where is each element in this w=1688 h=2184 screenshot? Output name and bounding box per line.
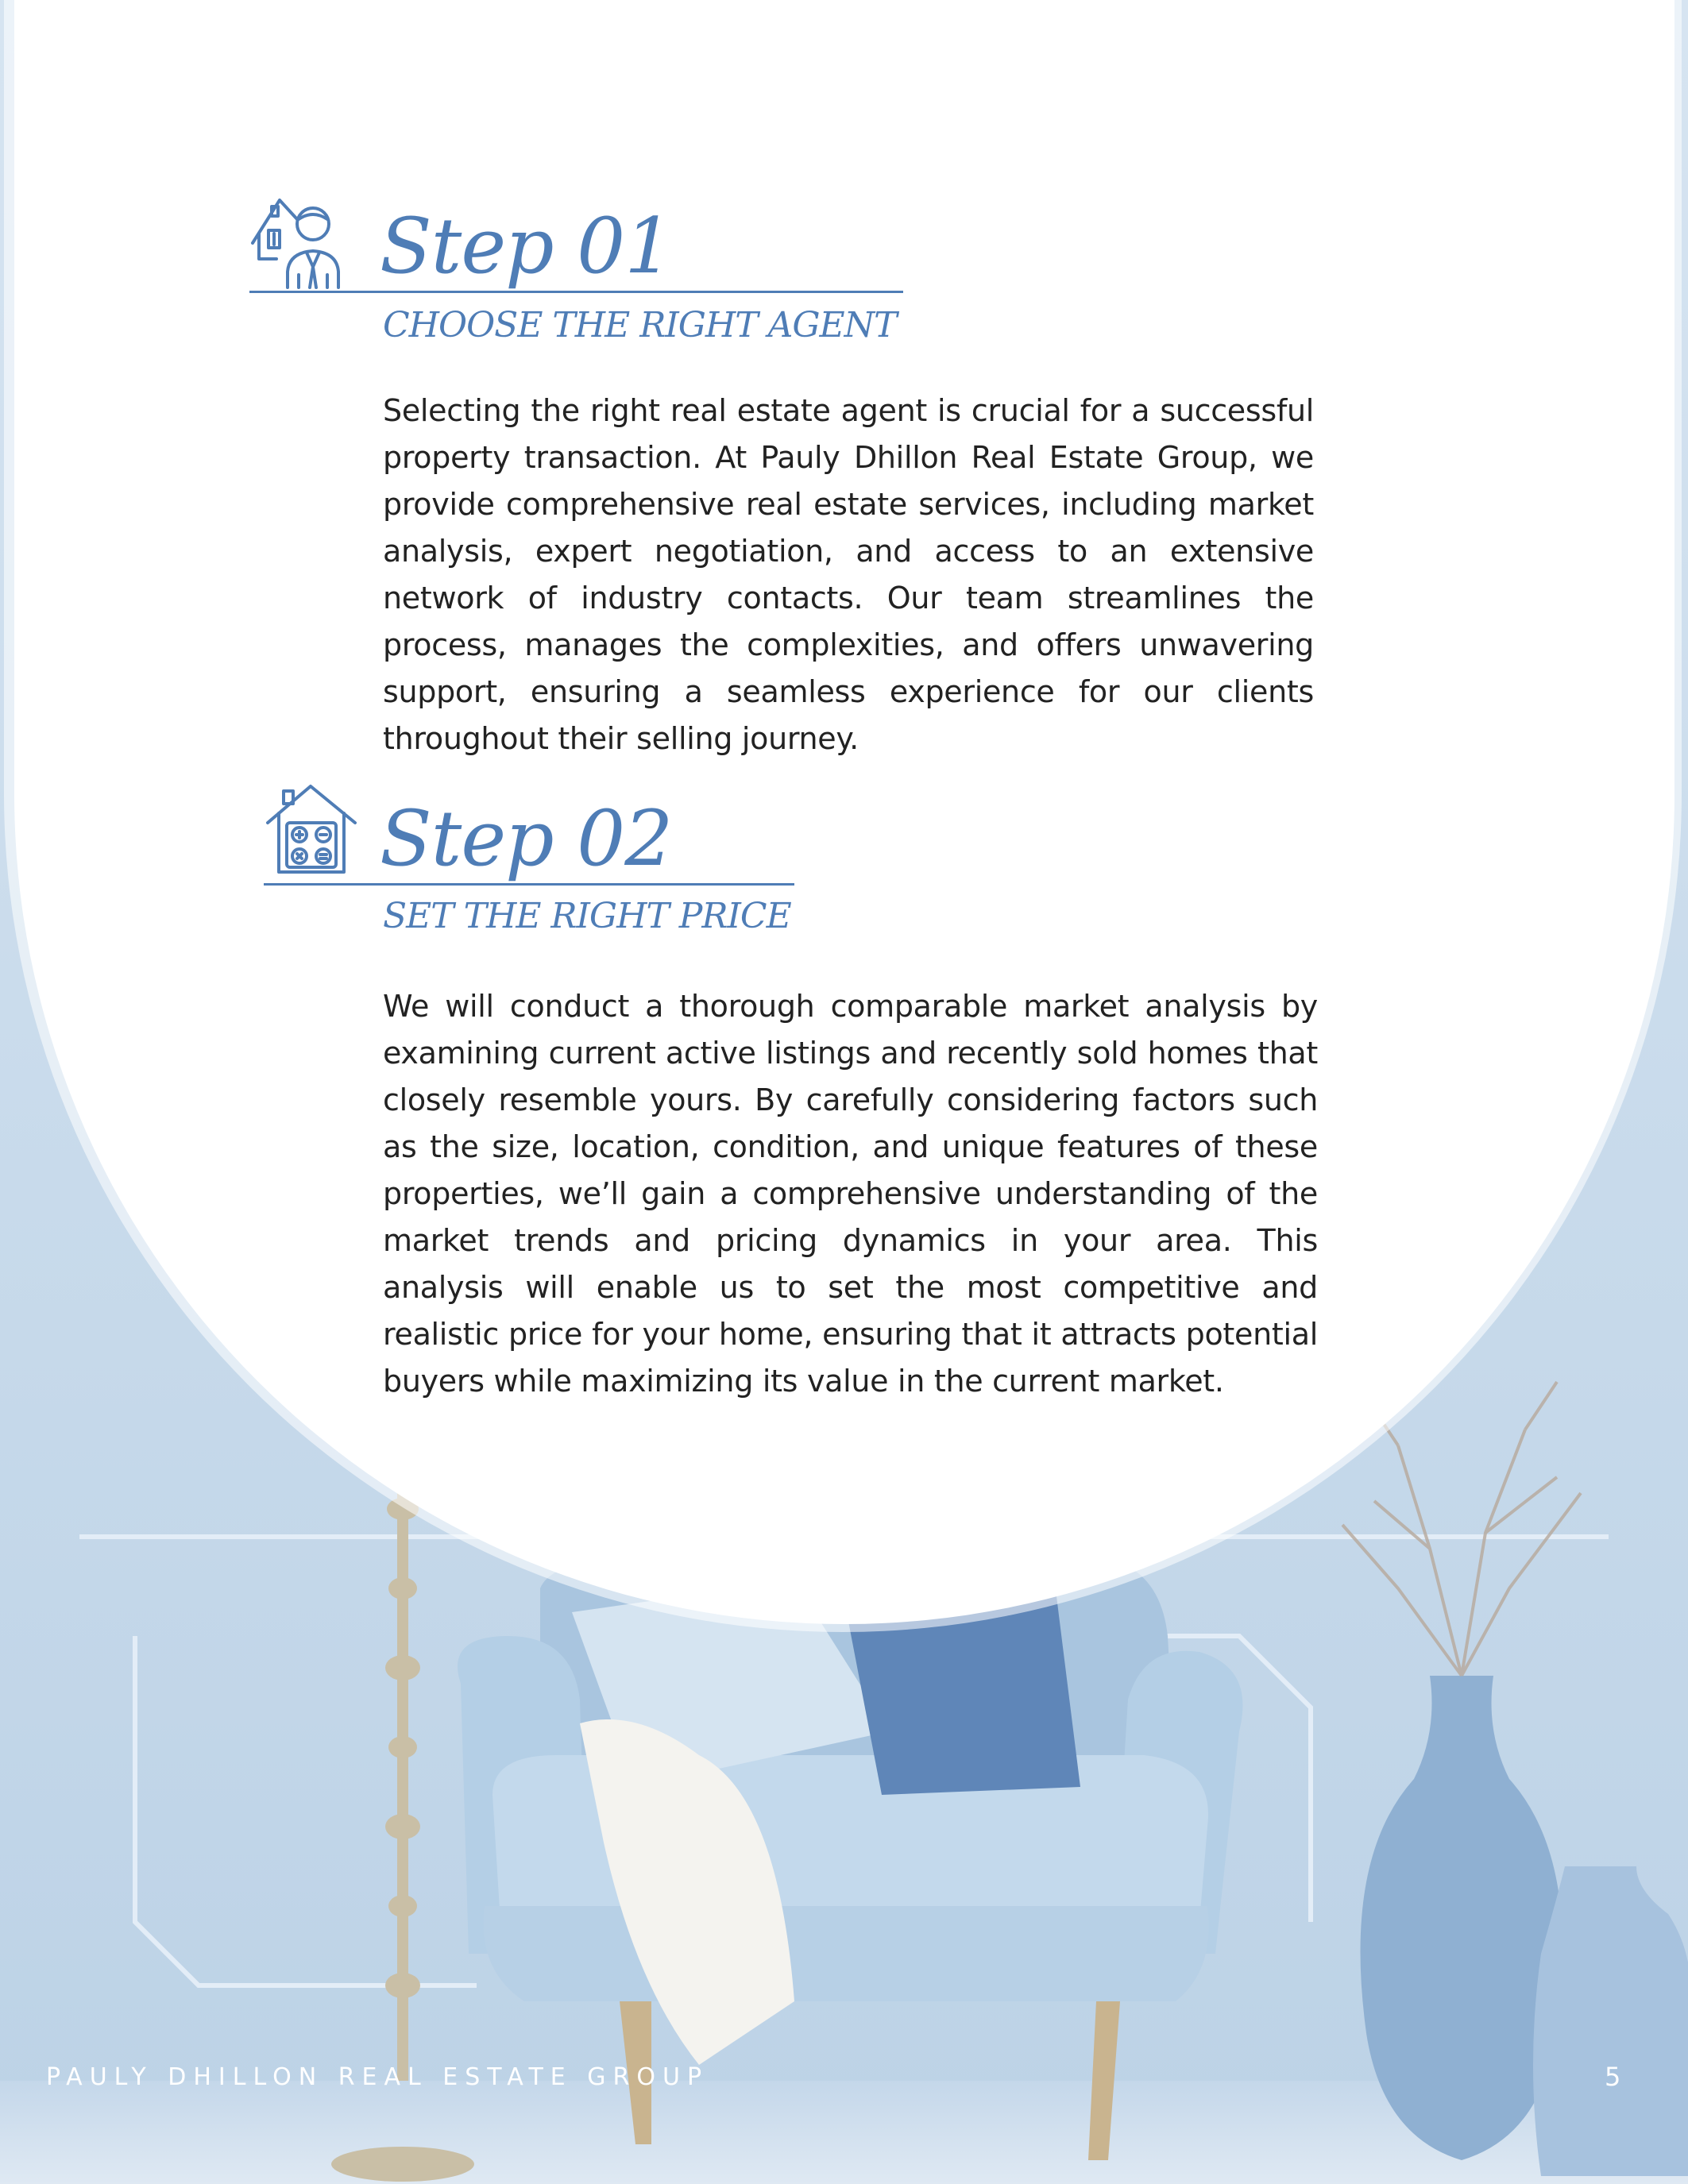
step-01-subtitle: CHOOSE THE RIGHT AGENT: [383, 305, 897, 345]
footer-brand: PAULY DHILLON REAL ESTATE GROUP: [46, 2063, 709, 2091]
step-02-title: Step 02: [380, 794, 673, 883]
step-02-body: We will conduct a thorough comparable market analysis by examining current active listings and recently sold homes that closely resemble yours. By carefully considering factors such as the size, location, condition, and unique features of these properties, we’ll gain a comprehensive understanding of the market trends and pricing dynamics in your area. This analysis will enable us to set the most competitive and realistic price for your home, ensuring that it attracts potential buyers while maximizing its value in the current market.: [383, 989, 1318, 1399]
step-02-underline: [264, 883, 794, 886]
page-number: 5: [1605, 2062, 1621, 2092]
agent-house-icon: [248, 195, 340, 294]
step-01-body: Selecting the right real estate agent is crucial for a successful property transaction. At Pauly Dhillon Real Estate Group, we provide comprehensive real estate services, including market analysis, expert negotiation, and access to an extensive network of industry contacts. Our team streamlines the process, manages the complexities, and offers unwavering support, ensuring a seamless experience for our clients throughout their selling journey.: [383, 393, 1314, 756]
step-02-subtitle: SET THE RIGHT PRICE: [383, 896, 791, 936]
step-01-underline: [249, 291, 903, 293]
step-01-title: Step 01: [380, 202, 673, 291]
house-calculator-icon: [265, 783, 358, 880]
